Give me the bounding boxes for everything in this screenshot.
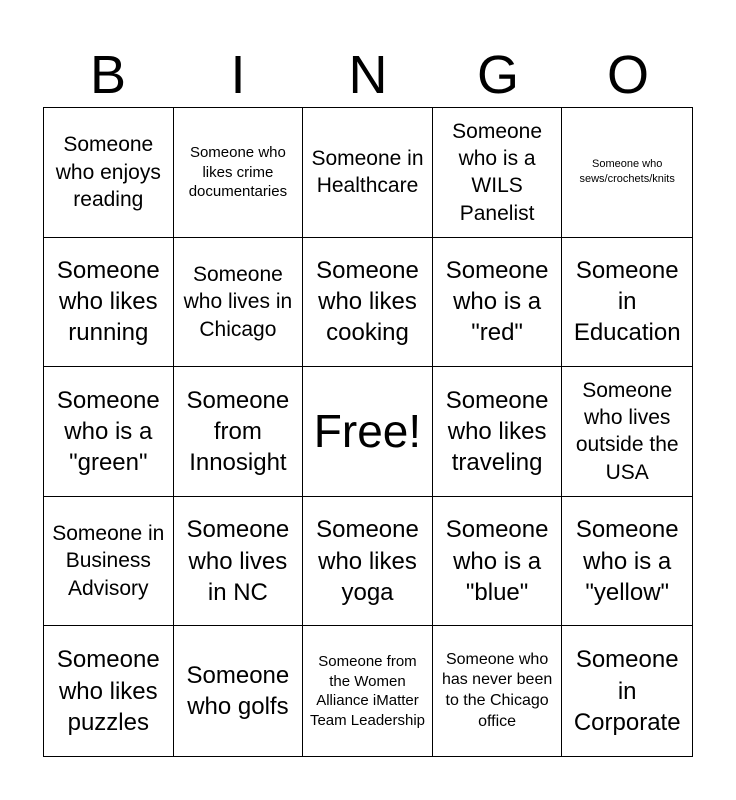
bingo-cell[interactable]: Someone in Education — [562, 238, 692, 368]
header-letter-o: O — [606, 45, 649, 105]
bingo-cell[interactable]: Someone from Innosight — [174, 367, 304, 497]
bingo-cell[interactable]: Someone who likes yoga — [303, 497, 433, 627]
bingo-cell[interactable]: Someone who lives in Chicago — [174, 238, 304, 368]
bingo-cell[interactable]: Someone who is a WILS Panelist — [433, 108, 563, 238]
bingo-cell[interactable]: Someone who likes crime documentaries — [174, 108, 304, 238]
bingo-cell[interactable]: Someone in Healthcare — [303, 108, 433, 238]
bingo-cell[interactable]: Someone who sews/crochets/knits — [562, 108, 692, 238]
bingo-cell[interactable]: Someone who is a "yellow" — [562, 497, 692, 627]
bingo-cell[interactable]: Someone who is a "blue" — [433, 497, 563, 627]
bingo-cell[interactable]: Someone in Corporate — [573, 646, 681, 736]
bingo-cell[interactable]: Someone who has never been to the Chicago office — [433, 626, 563, 756]
header-letter-n: N — [348, 45, 388, 105]
bingo-cell[interactable]: Someone from the Women Alliance iMatter Team Leadership — [303, 626, 433, 756]
header-letter-b: B — [89, 45, 127, 105]
bingo-cell[interactable]: Someone who is a "green" — [44, 367, 174, 497]
bingo-cell[interactable]: Someone who likes running — [44, 238, 174, 368]
header-letter-g: G — [476, 45, 519, 105]
bingo-cell[interactable]: Someone who likes traveling — [433, 367, 563, 497]
bingo-cell[interactable]: Someone who lives outside the USA — [562, 367, 692, 497]
bingo-cell[interactable]: Someone who likes puzzles — [44, 626, 174, 756]
header-letter-i: I — [230, 45, 246, 105]
bingo-header — [43, 42, 693, 108]
bingo-cell[interactable]: Someone who is a "red" — [433, 238, 563, 368]
bingo-cell[interactable]: Someone who golfs — [174, 626, 304, 756]
bingo-cell-free[interactable]: Free! — [303, 367, 433, 497]
bingo-board — [43, 107, 693, 757]
bingo-cell[interactable]: Someone who lives in NC — [174, 497, 304, 627]
bingo-cell[interactable]: Someone in Business Advisory — [44, 497, 174, 627]
bingo-cell[interactable]: Someone who likes cooking — [303, 238, 433, 368]
bingo-cell[interactable]: Someone who enjoys reading — [44, 108, 174, 238]
